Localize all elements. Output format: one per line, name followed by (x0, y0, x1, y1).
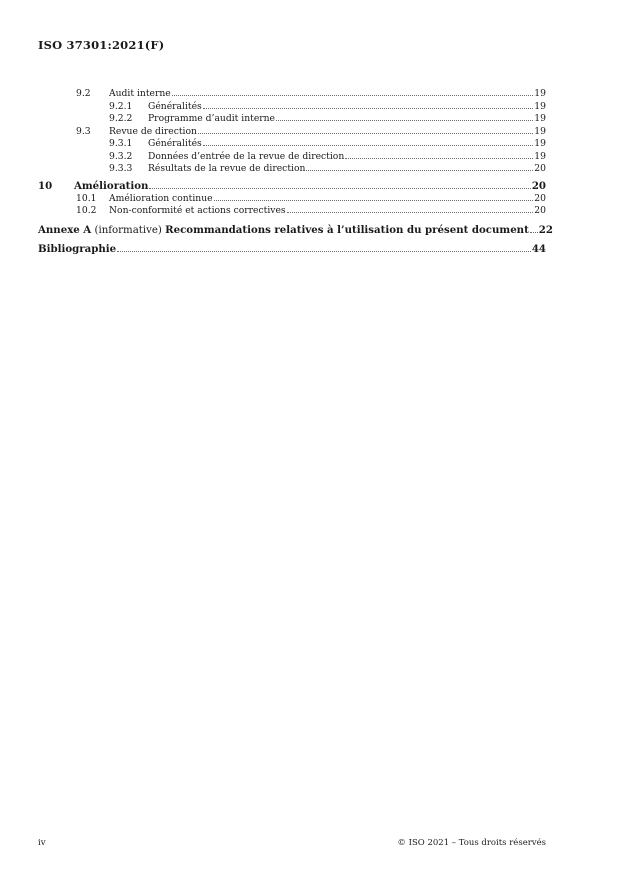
toc-entry[interactable] (38, 193, 546, 206)
footer-page-number: iv (38, 838, 46, 848)
annex-qualifier: (informative) (94, 224, 162, 236)
toc-entry[interactable] (38, 101, 546, 114)
toc-entry-title: Amélioration continue (109, 192, 213, 204)
toc-entry[interactable] (38, 113, 546, 126)
toc-entry[interactable] (38, 180, 546, 193)
toc-entry-title: Résultats de la revue de direction (148, 163, 306, 174)
toc-entry-page: 19 (534, 125, 546, 137)
annex-title: Recommandations relatives à l’utilisation du présent document (165, 223, 529, 236)
dot-leader (172, 95, 534, 96)
toc-entry-page: 19 (534, 88, 546, 99)
toc-entry[interactable] (38, 205, 546, 218)
toc-entry-number: 10 (38, 179, 53, 192)
toc-entry-number: 9.3.2 (109, 150, 133, 162)
dot-leader (149, 188, 530, 189)
dot-leader (203, 145, 534, 146)
toc-entry-title: Généralités (148, 100, 202, 112)
toc-entry-title: Programme d’audit interne (148, 113, 275, 124)
toc-entry-title: Audit interne (109, 88, 171, 99)
dot-leader (530, 232, 538, 233)
dot-leader (117, 251, 531, 252)
annex-page: 22 (538, 223, 553, 236)
toc-entries (38, 88, 546, 218)
annex-label: Annexe A (38, 223, 92, 236)
toc-entry-number: 10.2 (76, 205, 97, 216)
toc-entry-number: 9.2.1 (109, 100, 133, 112)
toc-entry-number: 9.2 (76, 88, 91, 99)
toc-entry-page: 19 (534, 150, 546, 162)
dot-leader (287, 212, 534, 213)
table-of-contents (38, 88, 553, 256)
toc-entry-title: Non-conformité et actions correctives (109, 205, 286, 216)
dot-leader (306, 170, 533, 171)
toc-entry[interactable] (38, 88, 546, 101)
document-header: ISO 37301:2021(F) (38, 38, 165, 52)
toc-entry-number: 9.3.3 (109, 163, 133, 174)
toc-entry[interactable] (38, 138, 546, 151)
toc-entry-number: 9.3 (76, 125, 91, 137)
toc-entry-title: Amélioration (74, 179, 149, 192)
toc-bibliography[interactable] (38, 242, 546, 256)
dot-leader (203, 108, 534, 109)
toc-entry-number: 9.3.1 (109, 138, 133, 149)
toc-entry-page: 20 (531, 179, 546, 192)
dot-leader (198, 133, 533, 134)
footer-copyright: © ISO 2021 – Tous droits réservés (397, 838, 546, 848)
annex-title-group (38, 223, 529, 238)
toc-entry-page: 19 (534, 100, 546, 112)
toc-entry-page: 20 (534, 205, 546, 216)
bibliography-title: Bibliographie (38, 242, 117, 255)
toc-entry-title: Revue de direction (109, 125, 197, 137)
toc-entry-page: 19 (534, 113, 546, 124)
dot-leader (276, 120, 533, 121)
toc-entry[interactable] (38, 163, 546, 176)
toc-entry-page: 20 (534, 163, 546, 174)
dot-leader (345, 158, 533, 159)
toc-entry-title: Données d’entrée de la revue de direction (148, 150, 345, 162)
bibliography-page: 44 (531, 242, 546, 255)
toc-entry[interactable] (38, 126, 546, 139)
toc-entry-number: 9.2.2 (109, 113, 133, 124)
toc-annex-a[interactable] (38, 223, 553, 237)
dot-leader (214, 200, 534, 201)
toc-entry-page: 19 (534, 138, 546, 149)
toc-entry-number: 10.1 (76, 192, 97, 204)
toc-entry-title: Généralités (148, 138, 202, 149)
toc-entry-page: 20 (534, 192, 546, 204)
toc-entry[interactable] (38, 151, 546, 164)
